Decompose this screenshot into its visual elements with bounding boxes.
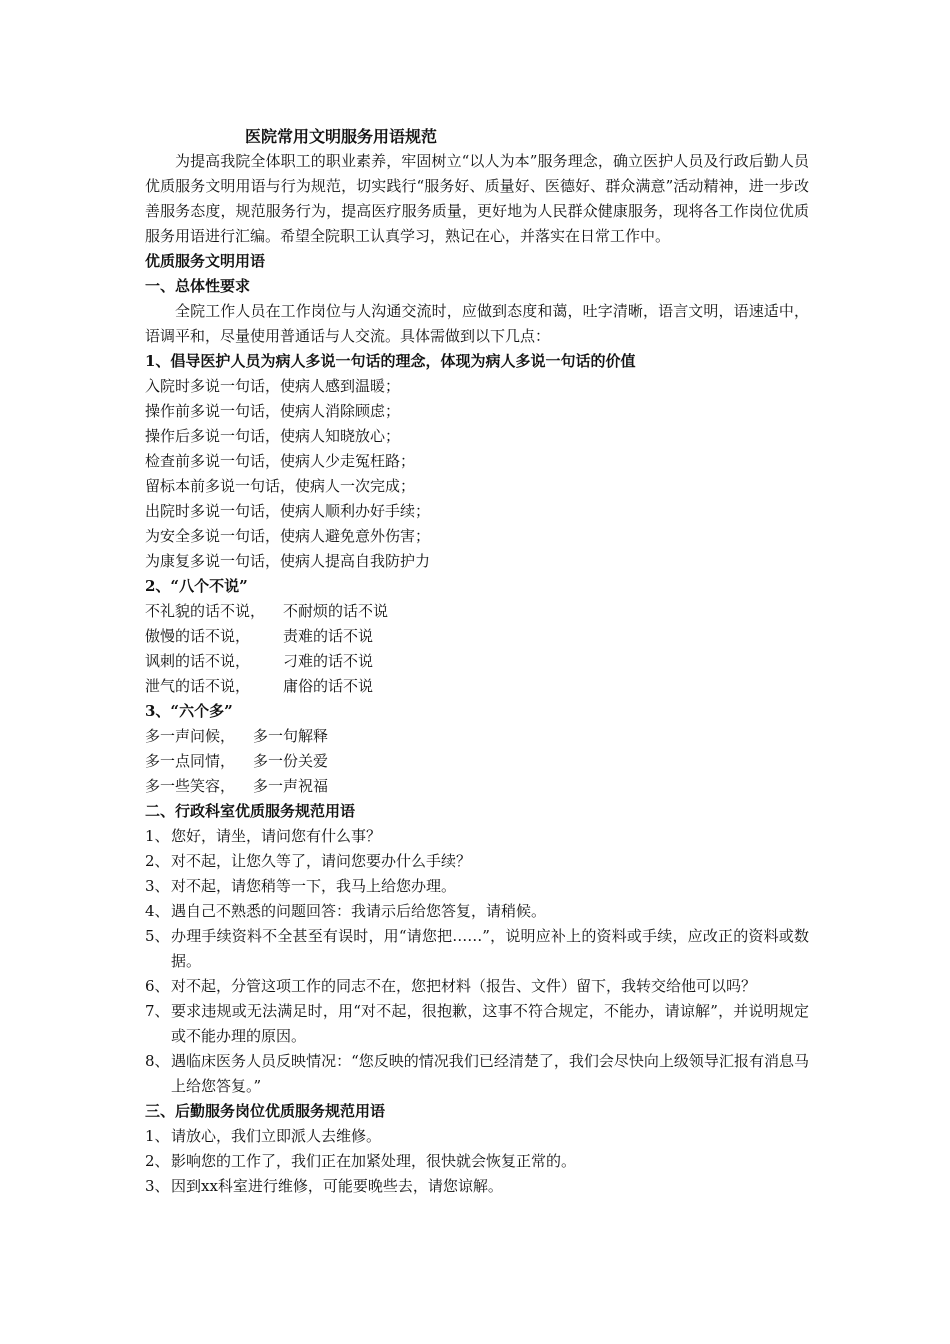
section3-item [145, 1149, 809, 1174]
sub2-right: 刁难的话不说 [283, 652, 374, 670]
section2-item [145, 874, 809, 899]
item-text: 对不起，让您久等了，请问您要办什么手续？ [171, 852, 472, 870]
section2-list [145, 824, 809, 1099]
section1-heading: 一、总体性要求 [145, 277, 251, 295]
item-text: 请放心，我们立即派人去维修。 [171, 1127, 382, 1145]
sub3-row [145, 774, 809, 799]
item-text: 遇临床医务人员反映情况：“您反映的情况我们已经清楚了，我们会尽快向上级领导汇报有消息马上给您答复。” [171, 1052, 809, 1095]
item-text: 您好，请坐，请问您有什么事？ [171, 827, 382, 845]
sub1-line: 入院时多说一句话，使病人感到温暖； [145, 377, 401, 395]
sub3-right: 多一句解释 [253, 727, 329, 745]
item-number: 5、 [145, 927, 170, 945]
sub2-row [145, 599, 809, 624]
sub2-list [145, 599, 809, 699]
section1-paragraph: 全院工作人员在工作岗位与人沟通交流时，应做到态度和蔼，吐字清晰，语言文明，语速适中，语调平和，尽量使用普通话与人交流。具体需做到以下几点： [145, 302, 809, 345]
sub1-heading: 1、倡导医护人员为病人多说一句话的理念，体现为病人多说一句话的价值 [145, 352, 636, 370]
item-text: 因到xx科室进行维修，可能要晚些去，请您谅解。 [171, 1177, 503, 1195]
item-number: 2、 [145, 1152, 170, 1170]
sub3-row [145, 724, 809, 749]
item-number: 3、 [145, 1177, 170, 1195]
sub2-right: 责难的话不说 [283, 627, 374, 645]
sub3-left: 多一声问候， [145, 727, 236, 745]
section2-item [145, 1049, 809, 1099]
item-number: 8、 [145, 1052, 170, 1070]
sub1-line: 留标本前多说一句话，使病人一次完成； [145, 477, 416, 495]
sub2-right: 庸俗的话不说 [283, 677, 374, 695]
section2-heading: 二、行政科室优质服务规范用语 [145, 802, 356, 820]
sub2-row [145, 674, 809, 699]
section3-item [145, 1174, 809, 1199]
section3-list [145, 1124, 809, 1199]
sub3-list [145, 724, 809, 799]
sub1-line: 操作后多说一句话，使病人知晓放心； [145, 427, 401, 445]
section2-item [145, 899, 809, 924]
sub2-right: 不耐烦的话不说 [283, 602, 389, 620]
sub1-line: 为安全多说一句话，使病人避免意外伤害； [145, 527, 431, 545]
section2-item [145, 974, 809, 999]
sub2-left: 傲慢的话不说， [145, 627, 251, 645]
sub2-left: 不礼貌的话不说， [145, 602, 266, 620]
sub2-left: 讽刺的话不说， [145, 652, 251, 670]
section2-item [145, 824, 809, 849]
item-text: 办理手续资料不全甚至有误时，用“请您把……”，说明应补上的资料或手续，应改正的资料或数据。 [171, 927, 809, 970]
item-number: 1、 [145, 827, 170, 845]
sub3-left: 多一点同情， [145, 752, 236, 770]
sub3-row [145, 749, 809, 774]
sub1-line: 操作前多说一句话，使病人消除顾虑； [145, 402, 401, 420]
item-number: 7、 [145, 1002, 170, 1020]
item-number: 3、 [145, 877, 170, 895]
item-text: 对不起，请您稍等一下，我马上给您办理。 [171, 877, 457, 895]
sub3-left: 多一些笑容， [145, 777, 236, 795]
sub2-heading: 2、“八个不说” [145, 577, 248, 595]
section3-item [145, 1124, 809, 1149]
sub1-line: 出院时多说一句话，使病人顺利办好手续； [145, 502, 431, 520]
sub3-heading: 3、“六个多” [145, 702, 233, 720]
sub2-row [145, 624, 809, 649]
item-text: 遇自己不熟悉的问题回答：我请示后给您答复，请稍候。 [171, 902, 547, 920]
intro-paragraph: 为提高我院全体职工的职业素养，牢固树立“以人为本”服务理念，确立医护人员及行政后勤人员优质服务文明用语与行为规范，切实践行“服务好、质量好、医德好、群众满意”活动精神，进一步改善服务态度，规范服务行为，提高医疗服务质量，更好地为人民群众健康服务，现将各工作岗位优质服务用语进行汇编。希望全院职工认真学习，熟记在心，并落实在日常工作中。 [145, 152, 809, 245]
sub1-line: 为康复多说一句话，使病人提高自我防护力 [145, 552, 431, 570]
item-text: 影响您的工作了，我们正在加紧处理，很快就会恢复正常的。 [171, 1152, 577, 1170]
section2-item [145, 924, 809, 974]
section3-heading: 三、后勤服务岗位优质服务规范用语 [145, 1102, 386, 1120]
sub2-left: 泄气的话不说， [145, 677, 251, 695]
item-text: 对不起，分管这项工作的同志不在，您把材料（报告、文件）留下，我转交给他可以吗？ [171, 977, 757, 995]
sub2-row [145, 649, 809, 674]
item-number: 1、 [145, 1127, 170, 1145]
sub1-list [145, 374, 809, 574]
sub3-right: 多一份关爱 [253, 752, 329, 770]
document-page [145, 124, 809, 1199]
sub3-right: 多一声祝福 [253, 777, 329, 795]
item-number: 2、 [145, 852, 170, 870]
item-number: 6、 [145, 977, 170, 995]
sub1-line: 检查前多说一句话，使病人少走冤枉路； [145, 452, 416, 470]
section-main-heading: 优质服务文明用语 [145, 252, 266, 270]
document-title: 医院常用文明服务用语规范 [245, 127, 438, 146]
section2-item [145, 849, 809, 874]
item-text: 要求违规或无法满足时，用“对不起，很抱歉，这事不符合规定，不能办，请谅解”，并说明规定或不能办理的原因。 [171, 1002, 809, 1045]
section2-item [145, 999, 809, 1049]
item-number: 4、 [145, 902, 170, 920]
